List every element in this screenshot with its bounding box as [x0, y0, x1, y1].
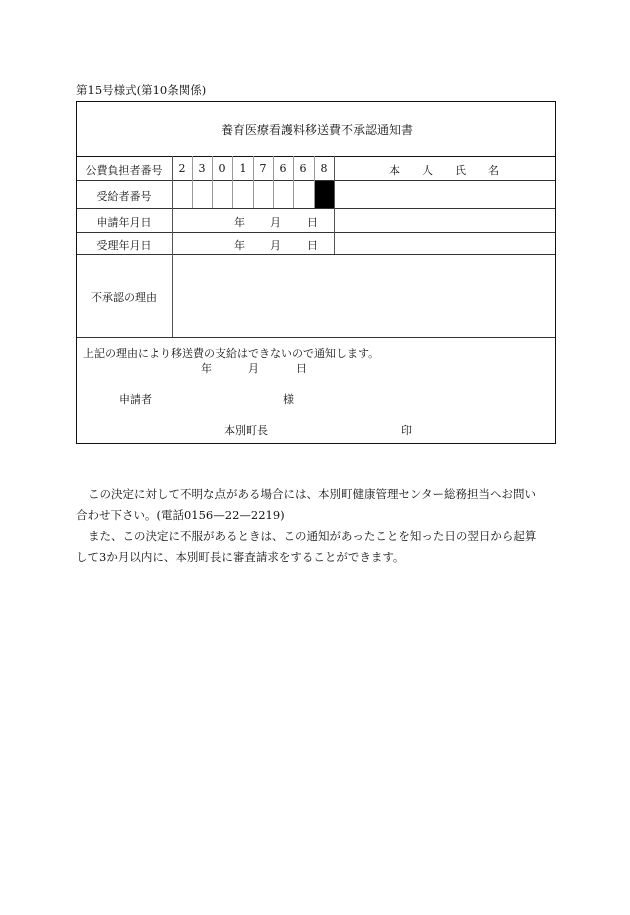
appeal-paragraph: [76, 526, 558, 568]
public-expense-digit: 6: [279, 162, 287, 175]
acceptance-year-label: 年: [234, 239, 245, 252]
divider-row5: [77, 337, 555, 338]
notice-year-label: 年: [201, 362, 212, 375]
inquiry-paragraph: [76, 484, 558, 526]
applicant-name-header: 本 人 氏 名: [389, 164, 499, 177]
application-year-label: 年: [234, 216, 245, 229]
acceptance-month-label: 月: [270, 239, 281, 252]
acceptance-date-label: 受理年月日: [96, 239, 152, 252]
applicant-label: 申請者: [119, 393, 152, 406]
notice-month-label: 月: [248, 362, 259, 375]
form-number-label: 第15号様式(第10条関係): [76, 83, 207, 97]
rejection-reason-label: 不承認の理由: [91, 291, 157, 304]
divider-row2: [77, 208, 555, 209]
mayor-label: 本別町長: [224, 424, 268, 437]
application-month-label: 月: [270, 216, 281, 229]
seal-mark: 印: [401, 424, 412, 437]
notice-sentence: 上記の理由により移送費の支給はできないので通知します。: [83, 347, 380, 360]
public-expense-digit: 7: [259, 162, 267, 175]
divider-title: [77, 156, 555, 157]
acceptance-day-label: 日: [307, 239, 318, 252]
inquiry-line-2: 合わせ下さい。(電話0156—22—2219): [76, 508, 285, 522]
divider-row3: [77, 232, 555, 233]
name-column-divider: [334, 156, 335, 254]
appeal-line-2: して3か月以内に、本別町長に審査請求をすることができます。: [76, 550, 405, 564]
public-expense-digit: 0: [218, 162, 226, 175]
blocked-digit-cell: [315, 181, 334, 208]
public-expense-digit: 1: [239, 162, 247, 175]
public-expense-digit: 8: [320, 162, 328, 175]
form-title: 養育医療看護料移送費不承認通知書: [220, 123, 414, 137]
label-column-divider: [172, 156, 173, 337]
application-day-label: 日: [307, 216, 318, 229]
public-expense-digit: 3: [198, 162, 206, 175]
public-expense-number-label: 公費負担者番号: [85, 164, 163, 177]
appeal-line-1: また、この決定に不服があるときは、この通知があったことを知った日の翌日から起算: [88, 529, 537, 543]
divider-row4: [77, 254, 555, 255]
notice-form-table: [76, 101, 556, 444]
inquiry-line-1: この決定に対して不明な点がある場合には、本別町健康管理センター総務担当へお問い: [88, 487, 537, 501]
recipient-number-label: 受給者番号: [96, 190, 152, 203]
public-expense-digit: 6: [299, 162, 307, 175]
honorific-sama: 様: [283, 393, 294, 406]
notice-day-label: 日: [296, 362, 307, 375]
public-expense-digit: 2: [178, 162, 186, 175]
application-date-label: 申請年月日: [96, 216, 152, 229]
